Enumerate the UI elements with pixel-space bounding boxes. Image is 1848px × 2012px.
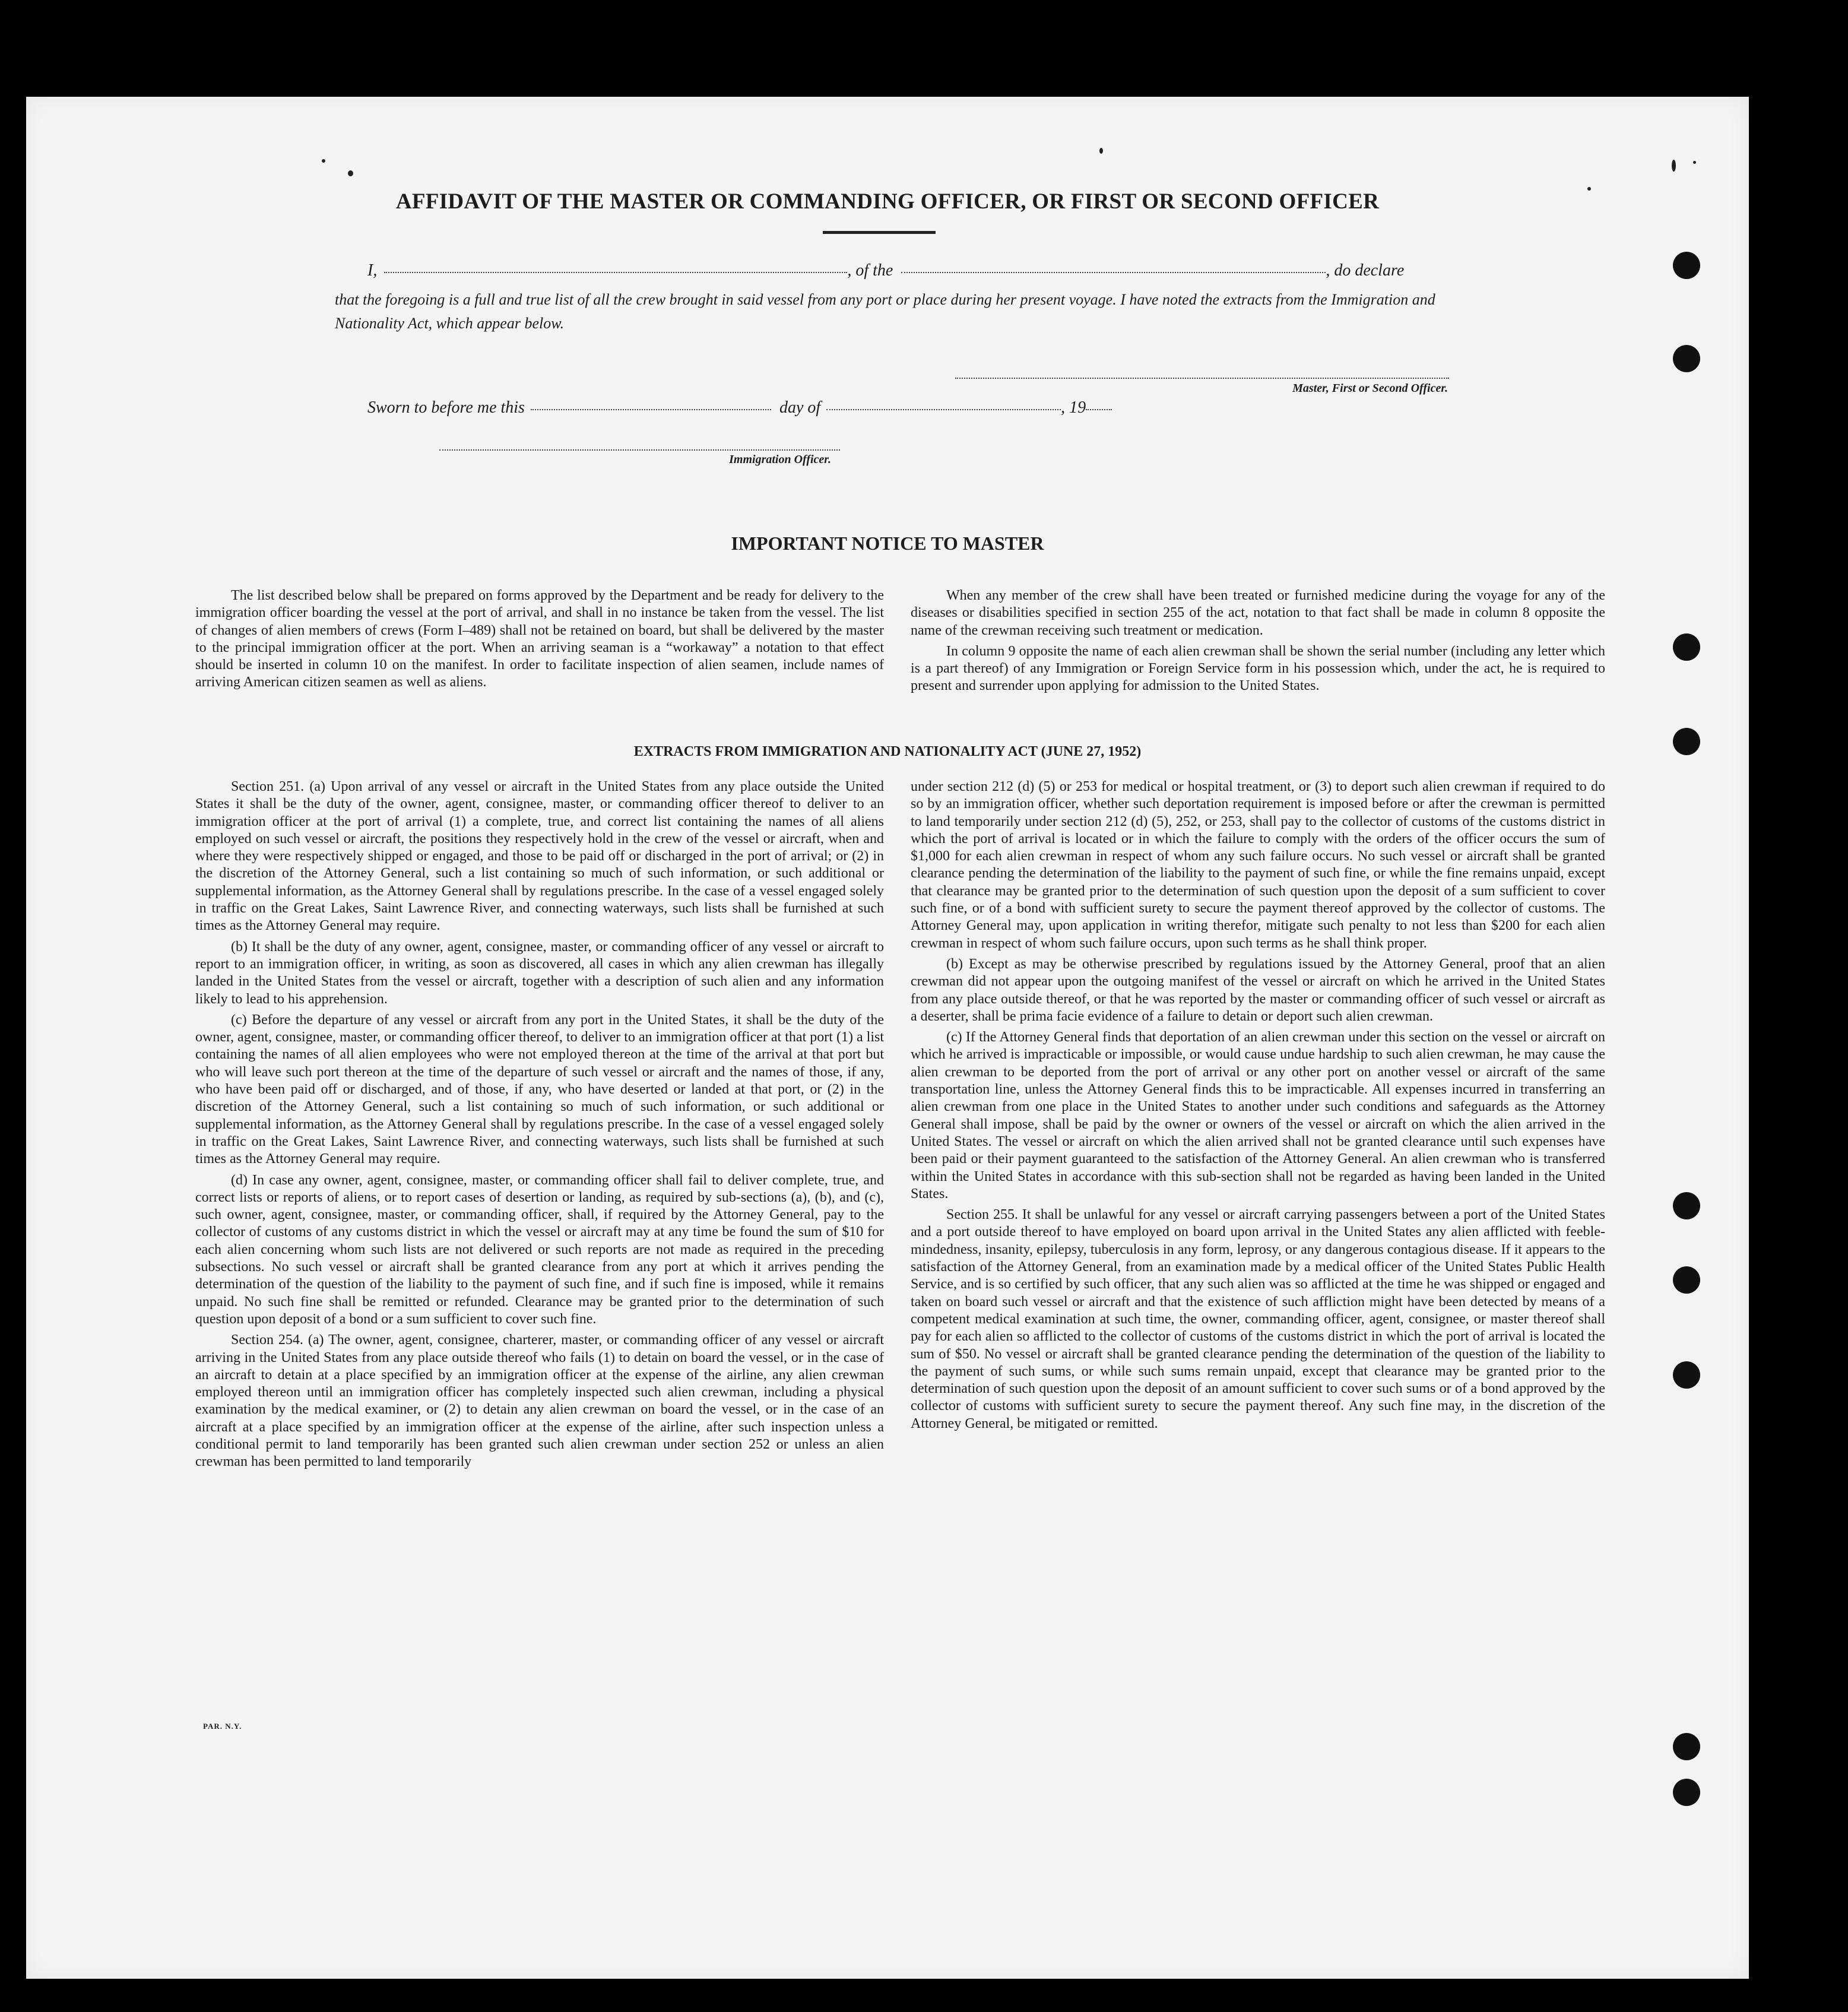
scan-speck	[1099, 148, 1103, 154]
section-255: Section 255. It shall be unlawful for any vessel or aircraft carrying passengers between a port of the United States and a port outside thereof to have employed on board upon arrival in the United States any alien afflicted with feeble-mindedness, insanity, epilepsy, tuberculosis in any form, leprosy, or any dangerous contagious disease. If it appears to the satisfaction of the Attorney General, from an examination made by a medical officer of the United States Public Health Service, and is so certified by such officer, that any such alien was so afflicted at the time he was shipped or engaged and taken on board such vessel or aircraft and that the existence of such affliction might have been detected by means of a competent medical examination at such time, the owner, commanding officer, agent, consignee, or master thereof shall pay for each alien so afflicted to the collector of customs of the customs district in which the port of arrival is located the sum of $50. No vessel or aircraft shall be granted clearance pending the determination of the question of the liability to the payment of such sums, or while such sums remain unpaid, except that clearance may be granted prior to the determination of such question upon the deposit of an amount sufficient to cover such sums or of a bond approved by the collector of customs with sufficient surety to secure the payment thereof. Any such fine may, in the discretion of the Attorney General, be mitigated or remitted.	[911, 1207, 1605, 1431]
section-254c: (c) If the Attorney General finds that deportation of an alien crewman under this section on the vessel or aircraft on which he arrived is impracticable or impossible, or would cause undue hardship to such alien crewman, he may cause the alien crewman to be deported from the port of arrival or any other port on another vessel or aircraft of the same transportation line, unless the Attorney General finds this to be impracticable. All expenses incurred in transferring an alien crewman from one place in the United States to another under such conditions and safeguards as the Attorney General shall impose, shall be paid by the owner or owners of the vessel or aircraft on which the alien arrived in the United States. The vessel or aircraft on which the alien arrived shall not be granted clearance until such expenses have been paid or their payment guaranteed to the satisfaction of the Attorney General. An alien crewman who is transferred within the United States in accordance with this sub-section shall not be regarded as having been landed in the United States.	[911, 1029, 1605, 1202]
day-of-text: day of	[779, 398, 821, 417]
section-254b: (b) Except as may be otherwise prescribed by regulations issued by the Attorney General, proof that an alien crewman did not appear upon the outgoing manifest of the vessel or aircraft on which he arrived in the United States from any place outside thereof, or that he was reported by the master or commanding officer of such vessel or aircraft as a deserter, shall be prima facie evidence of a failure to detain or deport such alien crewman.	[911, 956, 1605, 1024]
sworn-text: Sworn to before me this	[367, 398, 525, 417]
scan-speck	[1693, 161, 1696, 164]
scan-speck	[322, 159, 325, 163]
sworn-year-field[interactable]	[1086, 408, 1112, 410]
year-prefix-text: , 19	[1061, 398, 1086, 417]
title-rule	[823, 231, 936, 234]
document-page	[26, 97, 1749, 1979]
punch-hole	[1673, 1266, 1700, 1294]
officer-signature-line[interactable]	[439, 449, 840, 451]
declaration-line	[367, 261, 1404, 280]
notice-right-column	[911, 587, 1605, 699]
section-254a-continued: under section 212 (d) (5) or 253 for medical or hospital treatment, or (3) to deport such alien crewman if required to do so by an immigration officer, whether such deportation requirement is imposed before or after the crewman is permitted to land temporarily under section 212 (d) (5), 252, or 253, shall pay to the collector of customs of the customs district in which the port of arrival is located or in which the failure to comply with the orders of the officer occurs the sum of $1,000 for each alien crewman in respect of whom any such failure occurs. No such vessel or aircraft shall be granted clearance pending the determination of the liability to the payment of such fine, or while the fine remains unpaid, except that clearance may be granted prior to the determination of such question upon the deposit of a sum sufficient to cover such fine, or of a bond with sufficient surety to secure the payment thereof approved by the collector of customs. The Attorney General may, upon application in writing therefor, mitigate such penalty to not less than $200 for each alien crewman in respect of whom such failure occurs, upon such terms as he shall think proper.	[911, 779, 1605, 951]
punch-hole	[1673, 1779, 1700, 1806]
notice-left-paragraph: The list described below shall be prepared on forms approved by the Department and be ready for delivery to the immigration officer boarding the vessel at the port of arrival, and shall in no instance be taken from the vessel. The list of changes of alien members of crews (Form I–489) shall not be retained on board, but shall be delivered by the master to the principal immigration officer at the port. When an arriving seaman is a “workaway” a notation to that effect should be inserted in column 10 on the manifest. In order to facilitate inspection of alien seamen, include names of arriving American citizen seamen as well as aliens.	[195, 588, 884, 690]
section-251a: Section 251. (a) Upon arrival of any vessel or aircraft in the United States from any place outside the United States it shall be the duty of the owner, agent, consignee, master, or commanding officer thereof to deliver to an immigration officer at the port of arrival (1) a complete, true, and correct list containing the names of all aliens employed on such vessel or aircraft, the positions they respectively hold in the crew of the vessel or aircraft, when and where they were respectively shipped or engaged, and those to be paid off or discharged in the port of arrival; or (2) in the discretion of the Attorney General, such a list containing so much of such information, or such additional or supplemental information, as the Attorney General shall by regulations prescribe. In the case of a vessel engaged solely in traffic on the Great Lakes, Saint Lawrence River, and connecting waterways, such lists shall be furnished at such times as the Attorney General may require.	[195, 779, 884, 934]
affidavit-title: AFFIDAVIT OF THE MASTER OR COMMANDING OFFICER, OR FIRST OR SECOND OFFICER	[395, 189, 1380, 214]
sworn-day-field[interactable]	[531, 408, 771, 410]
vessel-name-field[interactable]	[901, 271, 1326, 273]
sworn-month-field[interactable]	[826, 408, 1061, 410]
section-251b: (b) It shall be the duty of any owner, agent, consignee, master, or commanding officer of any vessel or aircraft to report to an immigration officer, in writing, as soon as discovered, all cases in which any alien crewman has illegally landed in the United States from the vessel or aircraft, together with a description of such alien and any information likely to lead to his apprehension.	[195, 939, 884, 1007]
notice-right-paragraph-1: When any member of the crew shall have been treated or furnished medicine during the voyage for any of the diseases or disabilities specified in section 255 of the act, notation to that fact shall be made in column 8 opposite the name of the crewman receiving such treatment or medication.	[911, 588, 1605, 638]
declarant-prefix: I,	[367, 261, 378, 280]
sworn-line	[367, 398, 1112, 417]
punch-hole	[1673, 345, 1700, 372]
notice-title: IMPORTANT NOTICE TO MASTER	[731, 533, 1044, 554]
notice-left-column	[195, 587, 884, 695]
extracts-right-column	[911, 778, 1605, 1436]
master-signature-line[interactable]	[955, 378, 1449, 379]
extracts-left-column	[195, 778, 884, 1475]
punch-hole	[1673, 1733, 1700, 1760]
section-254a: Section 254. (a) The owner, agent, consignee, charterer, master, or commanding officer of any vessel or aircraft arriving in the United States from any place outside thereof who fails (1) to detain on board the vessel, or in the case of an aircraft to detain at a place specified by an immigration officer at the expense of the airline, any alien crewman employed thereon until an immigration officer has completely inspected such alien crewman, including a physical examination by the medical examiner, or (2) to detain any alien crewman on board the vessel, or in the case of an aircraft at a place specified by an immigration officer at the expense of the airline, after such inspection unless a conditional permit to land temporarily has been granted such alien crewman under section 252 or unless an alien crewman has been permitted to land temporarily	[195, 1332, 884, 1470]
extracts-title: EXTRACTS FROM IMMIGRATION AND NATIONALITY ACT (JUNE 27, 1952)	[633, 744, 1142, 759]
officer-signature-label: Immigration Officer.	[729, 453, 831, 466]
punch-hole	[1673, 252, 1700, 279]
do-declare-text: , do declare	[1326, 261, 1405, 280]
master-signature-label: Master, First or Second Officer.	[1292, 382, 1448, 395]
punch-hole	[1673, 1361, 1700, 1389]
punch-hole	[1673, 633, 1700, 661]
section-251c: (c) Before the departure of any vessel or aircraft from any port in the United States, it shall be the duty of the owner, agent, consignee, master, or commanding officer thereof, to deliver to an immigration officer at that port (1) a list containing the names of all alien employees who were not employed thereon at the time of the arrival at that port but who will leave such port thereon at the time of the departure of such vessel or aircraft and the names of those, if any, who have been paid off or discharged, and of those, if any, who have deserted or landed at that port, or (2) in the discretion of the Attorney General, such a list containing so much of such information, or such additional or supplemental information, as the Attorney General shall by regulations prescribe. In the case of a vessel engaged solely in traffic on the Great Lakes, Saint Lawrence River, and connecting waterways, such lists shall be furnished at such times as the Attorney General may require.	[195, 1012, 884, 1167]
scan-speck	[348, 170, 353, 176]
scan-speck	[1672, 160, 1676, 172]
notice-right-paragraph-2: In column 9 opposite the name of each alien crewman shall be shown the serial number (including any letter which is a part thereof) of any Immigration or Foreign Service form in his possession which, under the act, he is required to present and surrender upon applying for admission to the United States.	[911, 643, 1605, 694]
affidavit-statement: that the foregoing is a full and true list of all the crew brought in said vessel from any port or place during her present voyage. I have noted the extracts from the Immigration and Nationality Act, which appear below.	[335, 291, 1435, 332]
punch-hole	[1673, 1192, 1700, 1219]
declarant-name-field[interactable]	[384, 271, 847, 273]
printer-mark: PAR. N.Y.	[203, 1722, 242, 1731]
of-the-text: , of the	[847, 261, 893, 280]
section-251d: (d) In case any owner, agent, consignee, master, or commanding officer shall fail to deliver complete, true, and correct lists or reports of aliens, or to report cases of desertion or landing, as required by sub-sections (a), (b), and (c), such owner, agent, consignee, master, or commanding officer, shall, if required by the Attorney General, pay to the collector of customs of any customs district in which the vessel or aircraft may at any time be found the sum of $10 for each alien concerning whom such lists are not delivered or such reports are not made as required in the preceding subsections. No such vessel or aircraft shall be granted clearance from any port at which it arrives pending the determination of the question of the liability to the payment of such fine, and if such fine is imposed, while it remains unpaid. No such fine shall be remitted or refunded. Clearance may be granted prior to the determination of such question upon deposit of a bond or a sum sufficient to cover such fine.	[195, 1172, 884, 1327]
